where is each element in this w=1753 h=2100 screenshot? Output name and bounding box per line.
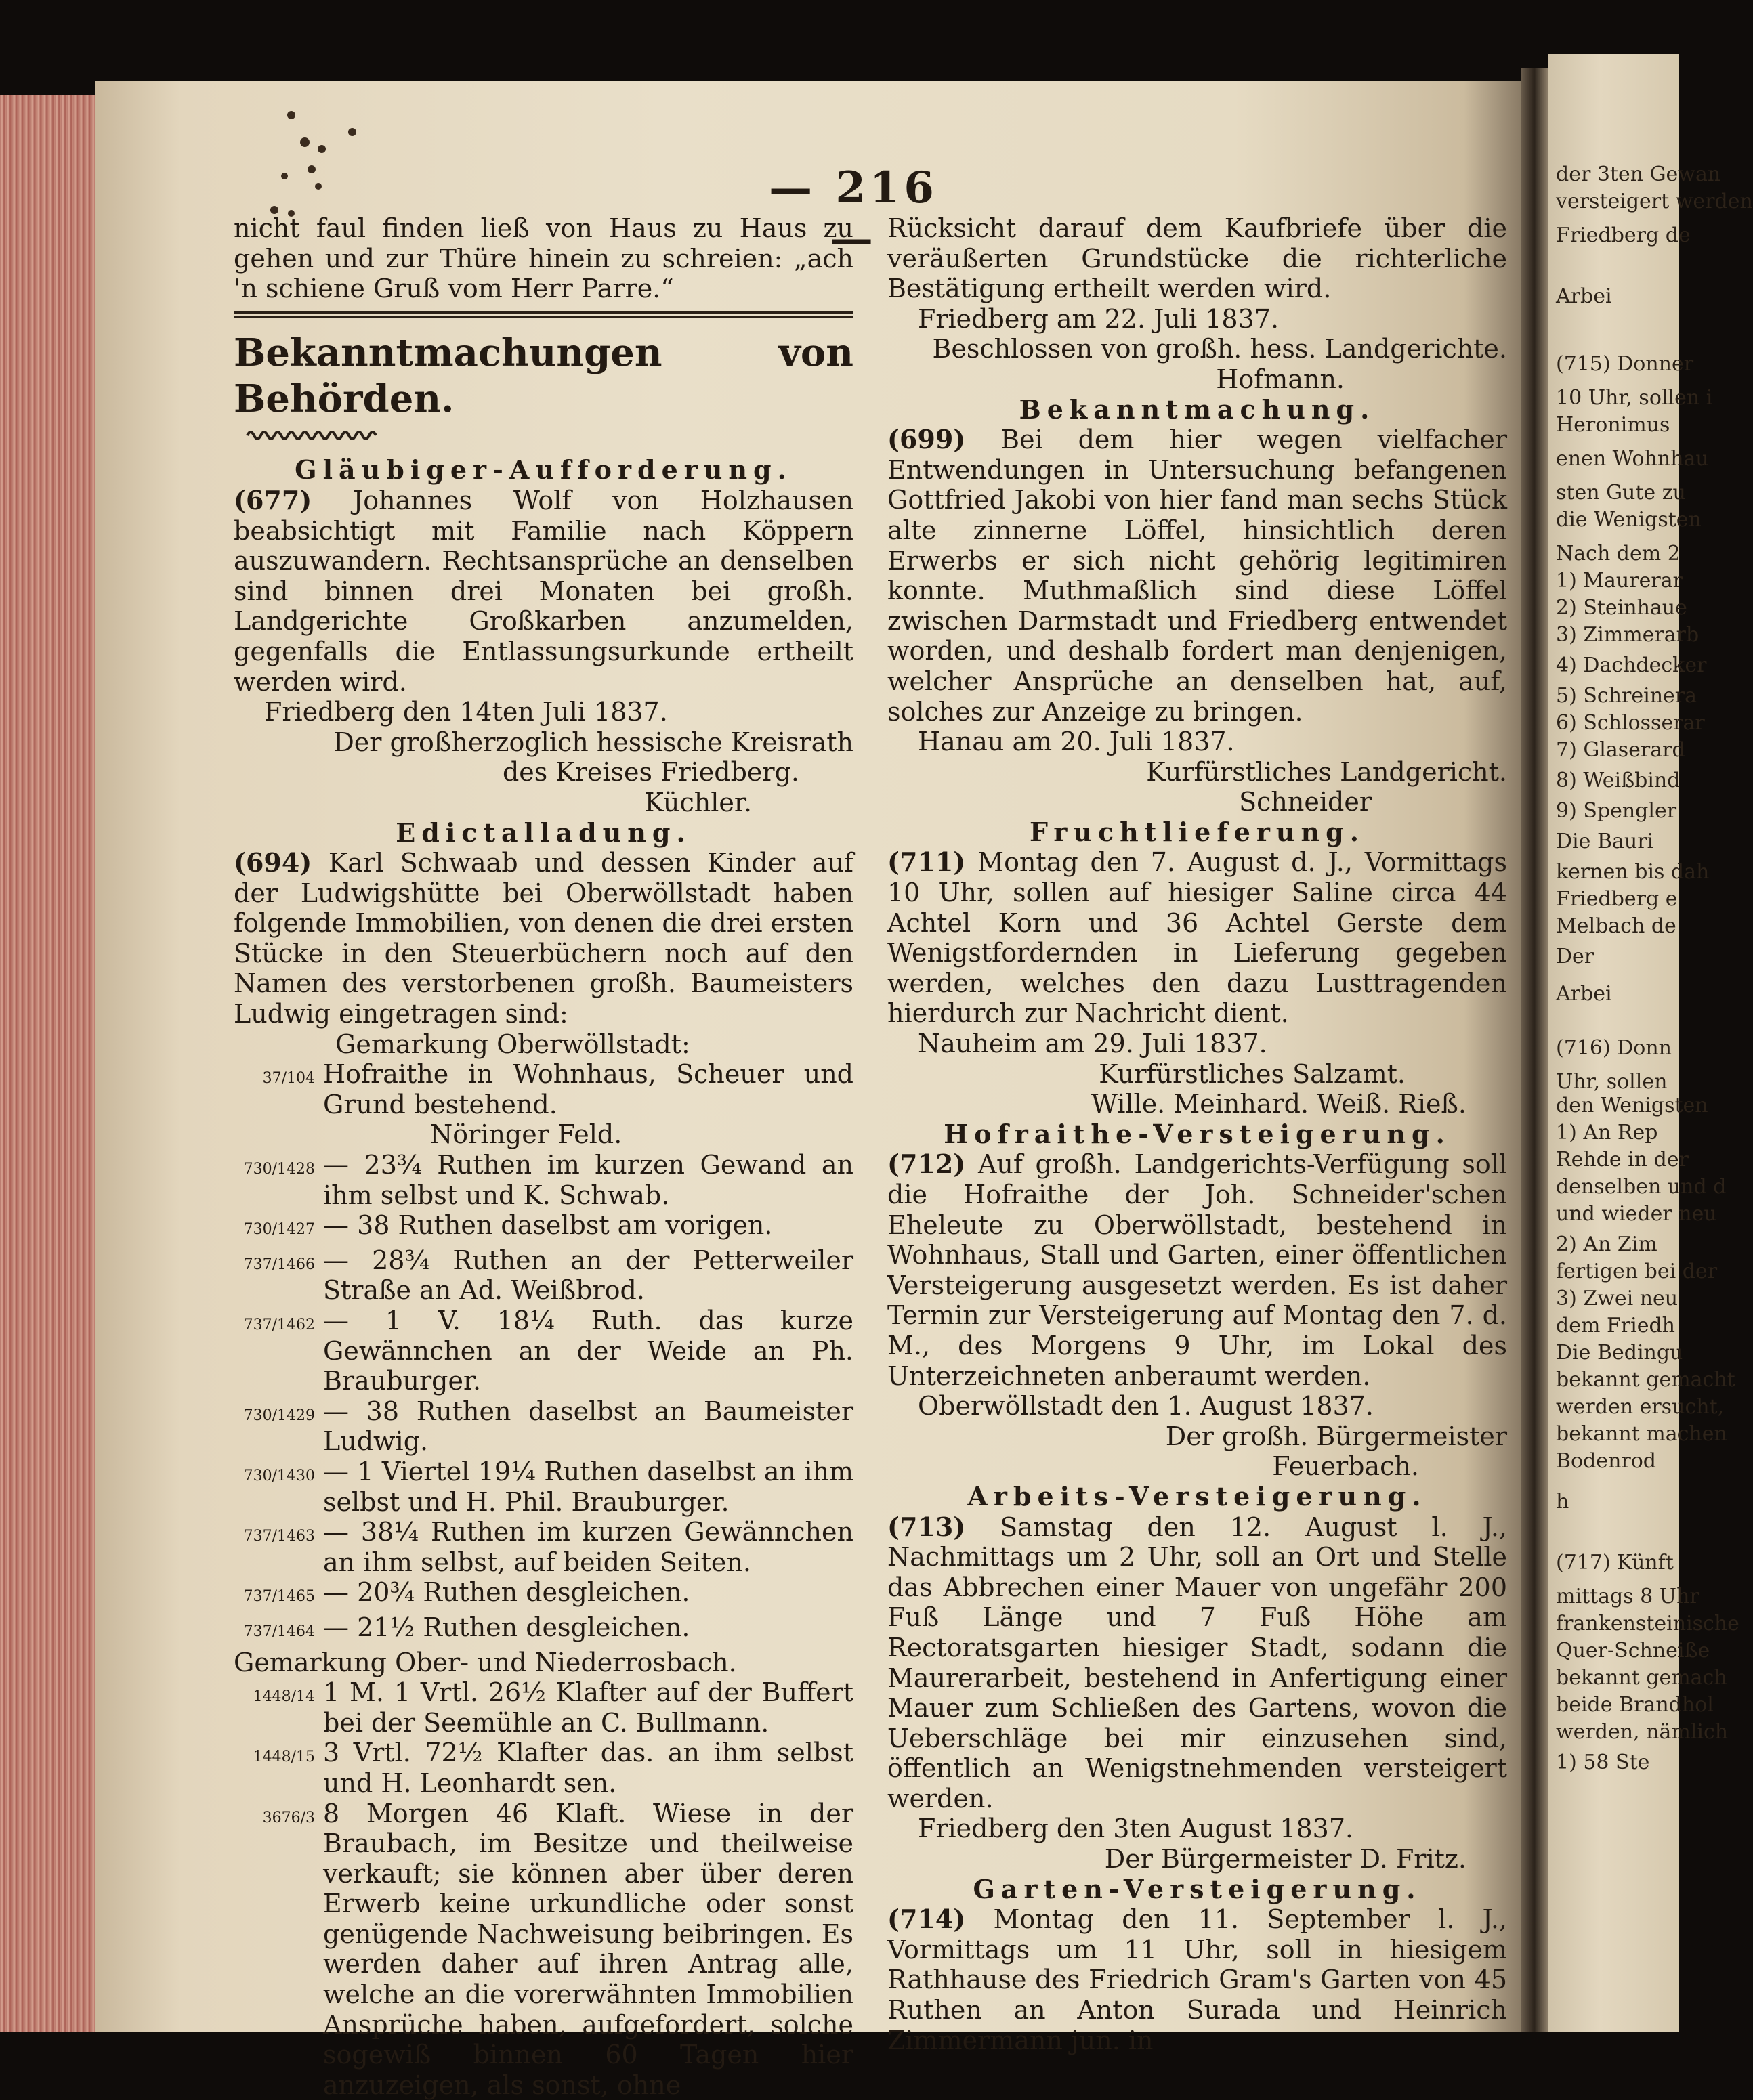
- parcel-row: [234, 1457, 853, 1517]
- next-page-text-fragment: Melbach de: [1556, 914, 1676, 938]
- parcel-text: — 23¾ Ruthen im kurzen Gewand an ihm selbst und K. Schwab.: [323, 1150, 853, 1210]
- notice-711-signature-line1: Kurfürstliches Salzamt.: [887, 1059, 1507, 1090]
- ornament-squiggle: [247, 426, 383, 442]
- notice-677-place-date: Friedberg den 14ten Juli 1837.: [234, 697, 853, 727]
- notice-number: (714): [887, 1904, 965, 1934]
- next-page-text-fragment: 1) An Rep: [1556, 1121, 1657, 1144]
- notice-712-body: [887, 1149, 1507, 1391]
- parcel-number: 1448/15: [234, 1742, 323, 1773]
- next-page-text-fragment: Der: [1556, 945, 1594, 968]
- continuation-place-date: Friedberg am 22. Juli 1837.: [887, 304, 1507, 335]
- notice-711-heading: Fruchtlieferung.: [887, 817, 1507, 848]
- next-page-text-fragment: sten Gute zu: [1556, 481, 1686, 505]
- parcel-text: — 38¼ Ruthen im kurzen Gewännchen an ihm selbst, auf beiden Seiten.: [323, 1517, 853, 1577]
- next-page-text-fragment: Heronimus: [1556, 413, 1670, 437]
- parcel-row: [234, 1577, 853, 1612]
- notice-713-body: [887, 1512, 1507, 1814]
- ink-spots: [271, 102, 366, 223]
- next-page-text-fragment: und wieder neu: [1556, 1202, 1717, 1226]
- right-column: [887, 213, 1507, 2055]
- next-page-text-fragment: kernen bis dah: [1556, 860, 1709, 884]
- next-page-text-fragment: 1) 58 Ste: [1556, 1751, 1649, 1774]
- next-page-text-fragment: 4) Dachdecker: [1556, 653, 1706, 677]
- section-rule: [234, 311, 853, 318]
- next-page-text-fragment: 6) Schlosserar: [1556, 711, 1705, 735]
- next-page-text-fragment: 5) Schreinera: [1556, 684, 1697, 708]
- notice-712-signature-name: Feuerbach.: [887, 1451, 1507, 1482]
- notice-number: (694): [234, 847, 312, 878]
- parcel-text: — 38 Ruthen daselbst am vorigen.: [323, 1210, 853, 1241]
- notice-694-heading: Edictalladung.: [234, 818, 853, 849]
- parcel-number: 737/1464: [234, 1617, 323, 1648]
- notice-712-place-date: Oberwöllstadt den 1. August 1837.: [887, 1391, 1507, 1421]
- next-page-text-fragment: (715) Donner: [1556, 352, 1693, 376]
- notice-713-place-date: Friedberg den 3ten August 1837.: [887, 1814, 1507, 1844]
- next-page-text-fragment: frankensteinische: [1556, 1612, 1739, 1635]
- next-page-text-fragment: Uhr, sollen: [1556, 1070, 1667, 1094]
- notice-713-signature: Der Bürgermeister D. Fritz.: [887, 1844, 1507, 1874]
- gemarkung-oberwoellstadt: Gemarkung Oberwöllstadt:: [234, 1029, 853, 1060]
- notice-text: Karl Schwaab und dessen Kinder auf der Ludwigshütte bei Oberwöllstadt haben folgende Immobilien, von denen die drei ersten Stücke in den Steuerbüchern noch auf den Namen des verstorbenen großh. Baumeisters Ludwig eingetragen sind:: [234, 848, 853, 1029]
- page-number: — 216 —: [752, 163, 955, 264]
- parcel-text: — 21½ Ruthen desgleichen.: [323, 1612, 853, 1643]
- next-page-text-fragment: Bodenrod: [1556, 1449, 1656, 1473]
- next-page-text-fragment: Die Bauri: [1556, 830, 1653, 853]
- parcel-number: 737/1463: [234, 1522, 323, 1552]
- notice-text: Auf großh. Landgerichts-Verfügung soll die Hofraithe der Joh. Schneider'schen Eheleute zu Oberwöllstadt, bestehend in Wohnhaus, Stall und Garten, einer öffentlichen Versteigerung ausgesetzt werden. Es ist daher Termin zur Versteigerung auf Montag den 7. d. M., des Morgens 9 Uhr, im Lokal des Unterzeichneten anberaumt werden.: [887, 1149, 1507, 1390]
- next-page-text-fragment: die Wenigsten: [1556, 508, 1702, 532]
- notice-712-heading: Hofraithe-Versteigerung.: [887, 1119, 1507, 1150]
- notice-699-signature-line1: Kurfürstliches Landgericht.: [887, 757, 1507, 788]
- next-page-text-fragment: 9) Spengler: [1556, 799, 1676, 823]
- parcel-text: 8 Morgen 46 Klaft. Wiese in der Braubach, im Besitze und theilweise verkauft; sie können aber über deren Erwerb keine urkundliche oder sonst genügende Nachweisung beibringen. Es werden daher auf ihren Antrag alle, welche an die vorerwähnten Immobilien Ansprüche haben, aufgefordert, solche sogewiß binnen 60 Tagen hier anzuzeigen, als sonst, ohne: [323, 1799, 853, 2100]
- parcel-text: 1 M. 1 Vrtl. 26½ Klafter auf der Buffert bei der Seemühle an C. Bullmann.: [323, 1677, 853, 1738]
- next-page-text-fragment: den Wenigsten: [1556, 1094, 1708, 1117]
- next-page-text-fragment: 8) Weißbind: [1556, 769, 1680, 792]
- continuation-signature-name: Hofmann.: [887, 364, 1507, 395]
- parcel-number: 1448/14: [234, 1682, 323, 1713]
- next-page-text-fragment: (716) Donn: [1556, 1036, 1672, 1060]
- notice-number: (699): [887, 424, 965, 454]
- notice-text: Johannes Wolf von Holzhausen beabsichtigt mit Familie nach Köppern auszuwandern. Rechtsansprüche an denselben sind binnen drei Monaten bei großh. Landgerichte Großkarben anzumelden, gegenfalls die Entlassungsurkunde ertheilt werden wird.: [234, 486, 853, 697]
- parcel-number: 737/1465: [234, 1582, 323, 1612]
- page-edges: [0, 95, 95, 2032]
- next-page-text-fragment: Quer-Schneiße: [1556, 1639, 1710, 1663]
- notice-714-heading: Garten-Versteigerung.: [887, 1874, 1507, 1905]
- next-page-text-fragment: werden ersucht,: [1556, 1395, 1724, 1419]
- next-page-text-fragment: bekannt machen: [1556, 1422, 1727, 1446]
- parcel-text: 3 Vrtl. 72½ Klafter das. an ihm selbst und H. Leonhardt sen.: [323, 1738, 853, 1798]
- notice-712-signature-line1: Der großh. Bürgermeister: [887, 1421, 1507, 1452]
- notice-text: Montag den 11. September l. J., Vormittags um 11 Uhr, soll in hiesigem Rathhause des Friedrich Gram's Garten von 45 Ruthen an Anton Surada und Heinrich Zimmermann jun. in: [887, 1904, 1507, 2055]
- next-page-text-fragment: Nach dem 2: [1556, 542, 1681, 565]
- parcel-text: — 1 Viertel 19¼ Ruthen daselbst an ihm selbst und H. Phil. Brauburger.: [323, 1457, 853, 1517]
- parcel-number: 730/1429: [234, 1401, 323, 1432]
- section-title: Bekanntmachungen von Behörden.: [234, 330, 853, 422]
- next-page-text-fragment: h: [1556, 1490, 1569, 1514]
- notice-number: (677): [234, 485, 312, 515]
- parcel-row: [234, 1517, 853, 1577]
- notice-699-signature-name: Schneider: [887, 787, 1507, 817]
- left-column: [234, 213, 853, 2100]
- next-page-text-fragment: Arbei: [1556, 982, 1612, 1006]
- parcel-text: — 28¾ Ruthen an der Petterweiler Straße an Ad. Weißbrod.: [323, 1245, 853, 1306]
- parcel-number: 737/1466: [234, 1250, 323, 1281]
- notice-677-body: [234, 486, 853, 697]
- next-page-fragment: [1548, 54, 1679, 2032]
- continuation-text: Rücksicht darauf dem Kaufbriefe über die veräußerten Grundstücke die richterliche Bestätigung ertheilt werden wird.: [887, 213, 1507, 304]
- parcel-text: — 38 Ruthen daselbst an Baumeister Ludwig.: [323, 1396, 853, 1457]
- next-page-text-fragment: bekannt gemacht: [1556, 1368, 1735, 1392]
- notice-number: (712): [887, 1149, 965, 1179]
- parcel-number: 737/1462: [234, 1310, 323, 1341]
- parcel-row: [234, 1245, 853, 1306]
- next-page-text-fragment: 1) Maurerar: [1556, 569, 1683, 593]
- parcel-number: 730/1428: [234, 1155, 323, 1185]
- parcel-text: — 20¾ Ruthen desgleichen.: [323, 1577, 853, 1608]
- notice-number: (713): [887, 1512, 965, 1542]
- parcel-row: [234, 1738, 853, 1798]
- notice-711-body: [887, 847, 1507, 1029]
- parcel-number: 37/104: [234, 1064, 323, 1094]
- continuation-signature-line1: Beschlossen von großh. hess. Landgerichte.: [887, 334, 1507, 364]
- next-page-text-fragment: versteigert werden: [1556, 190, 1753, 213]
- next-page-text-fragment: werden, nämlich: [1556, 1720, 1728, 1744]
- next-page-text-fragment: beide Brandhol: [1556, 1693, 1714, 1717]
- parcel-number: 730/1427: [234, 1215, 323, 1245]
- parcel-number: 730/1430: [234, 1461, 323, 1492]
- notice-699-place-date: Hanau am 20. Juli 1837.: [887, 727, 1507, 757]
- next-page-text-fragment: 10 Uhr, sollen i: [1556, 386, 1712, 410]
- next-page-text-fragment: 2) An Zim: [1556, 1233, 1657, 1256]
- parcel-row: [234, 1150, 853, 1210]
- next-page-text-fragment: 3) Zwei neu: [1556, 1287, 1678, 1310]
- notice-text: Montag den 7. August d. J., Vormittags 10 Uhr, sollen auf hiesiger Saline circa 44 Achtel Korn und 36 Achtel Gerste dem Wenigstfordernden in Lieferung gegeben werden, welches den dazu Lusttragenden hierdurch zur Nachricht dient.: [887, 847, 1507, 1028]
- next-page-text-fragment: (717) Künft: [1556, 1551, 1674, 1574]
- parcel-row: [234, 1612, 853, 1648]
- notice-713-heading: Arbeits-Versteigerung.: [887, 1482, 1507, 1512]
- next-page-text-fragment: Die Bedingu: [1556, 1341, 1683, 1365]
- field-name: Nöringer Feld.: [234, 1119, 853, 1150]
- next-page-text-fragment: Friedberg de: [1556, 223, 1691, 247]
- parcel-row: [234, 1210, 853, 1245]
- parcel-row: [234, 1677, 853, 1738]
- opening-text: nicht faul finden ließ von Haus zu Haus zu gehen und zur Thüre hinein zu schreien: „ach 'n schiene Gruß vom Herr Parre.“: [234, 213, 853, 304]
- next-page-text-fragment: der 3ten Gewan: [1556, 163, 1720, 186]
- next-page-text-fragment: 2) Steinhaue: [1556, 596, 1687, 620]
- notice-677-heading: Gläubiger-Aufforderung.: [234, 455, 853, 486]
- book-gutter: [1521, 68, 1548, 2032]
- notice-699-heading: Bekanntmachung.: [887, 395, 1507, 425]
- next-page-text-fragment: enen Wohnhau: [1556, 447, 1709, 471]
- next-page-text-fragment: denselben und d: [1556, 1175, 1726, 1199]
- next-page-text-fragment: Friedberg e: [1556, 887, 1678, 911]
- notice-711-place-date: Nauheim am 29. Juli 1837.: [887, 1029, 1507, 1059]
- parcel-row: [234, 1306, 853, 1396]
- next-page-text-fragment: Rehde in der: [1556, 1148, 1689, 1172]
- next-page-text-fragment: 7) Glaserard: [1556, 738, 1685, 762]
- gemarkung-rosbach: Gemarkung Ober- und Niederrosbach.: [234, 1648, 853, 1678]
- notice-677-signature-line2: des Kreises Friedberg.: [234, 757, 853, 788]
- notice-text: Samstag den 12. August l. J., Nachmittags um 2 Uhr, soll an Ort und Stelle das Abbrechen einer Mauer von ungefähr 200 Fuß Länge und 7 Fuß Höhe am Rectoratsgarten hiesiger Stadt, sodann die Maurerarbeit, bestehend in Anfertigung einer Mauer zum Schließen des Gartens, wovon die Ueberschläge bei mir einzusehen sind, öffentlich an Wenigstnehmenden versteigert werden.: [887, 1512, 1507, 1814]
- parcel-row: [234, 1799, 853, 2100]
- notice-711-signature-names: Wille. Meinhard. Weiß. Rieß.: [887, 1089, 1507, 1119]
- parcel-text: — 1 V. 18¼ Ruth. das kurze Gewännchen an der Weide an Ph. Brauburger.: [323, 1306, 853, 1396]
- next-page-text-fragment: bekannt gemach: [1556, 1666, 1727, 1690]
- parcel-row: [234, 1059, 853, 1119]
- parcel-text: Hofraithe in Wohnhaus, Scheuer und Grund bestehend.: [323, 1059, 853, 1119]
- notice-699-body: [887, 425, 1507, 727]
- next-page-text-fragment: Arbei: [1556, 284, 1612, 308]
- notice-714-body: [887, 1904, 1507, 2055]
- parcel-number: 3676/3: [234, 1803, 323, 1834]
- next-page-text-fragment: 3) Zimmerarb: [1556, 623, 1699, 647]
- next-page-text-fragment: fertigen bei der: [1556, 1260, 1717, 1283]
- notice-text: Bei dem hier wegen vielfacher Entwendungen in Untersuchung befangenen Gottfried Jakobi von hier fand man sechs Stück alte zinnerne Löffel, hinsichtlich deren Erwerbs er sich nicht gehörig legitimiren konnte. Muthmaßlich sind diese Löffel zwischen Darmstadt und Friedberg entwendet worden, und deshalb fordert man denjenigen, welcher Ansprüche an denselben hat, auf, solches zur Anzeige zu bringen.: [887, 425, 1507, 726]
- notice-694-body: [234, 848, 853, 1029]
- notice-677-signature-line1: Der großherzoglich hessische Kreisrath: [234, 727, 853, 758]
- next-page-text-fragment: dem Friedh: [1556, 1314, 1675, 1337]
- parcel-row: [234, 1396, 853, 1457]
- notice-number: (711): [887, 847, 965, 877]
- next-page-text-fragment: mittags 8 Uhr: [1556, 1585, 1699, 1608]
- notice-677-signature-name: Küchler.: [234, 788, 853, 818]
